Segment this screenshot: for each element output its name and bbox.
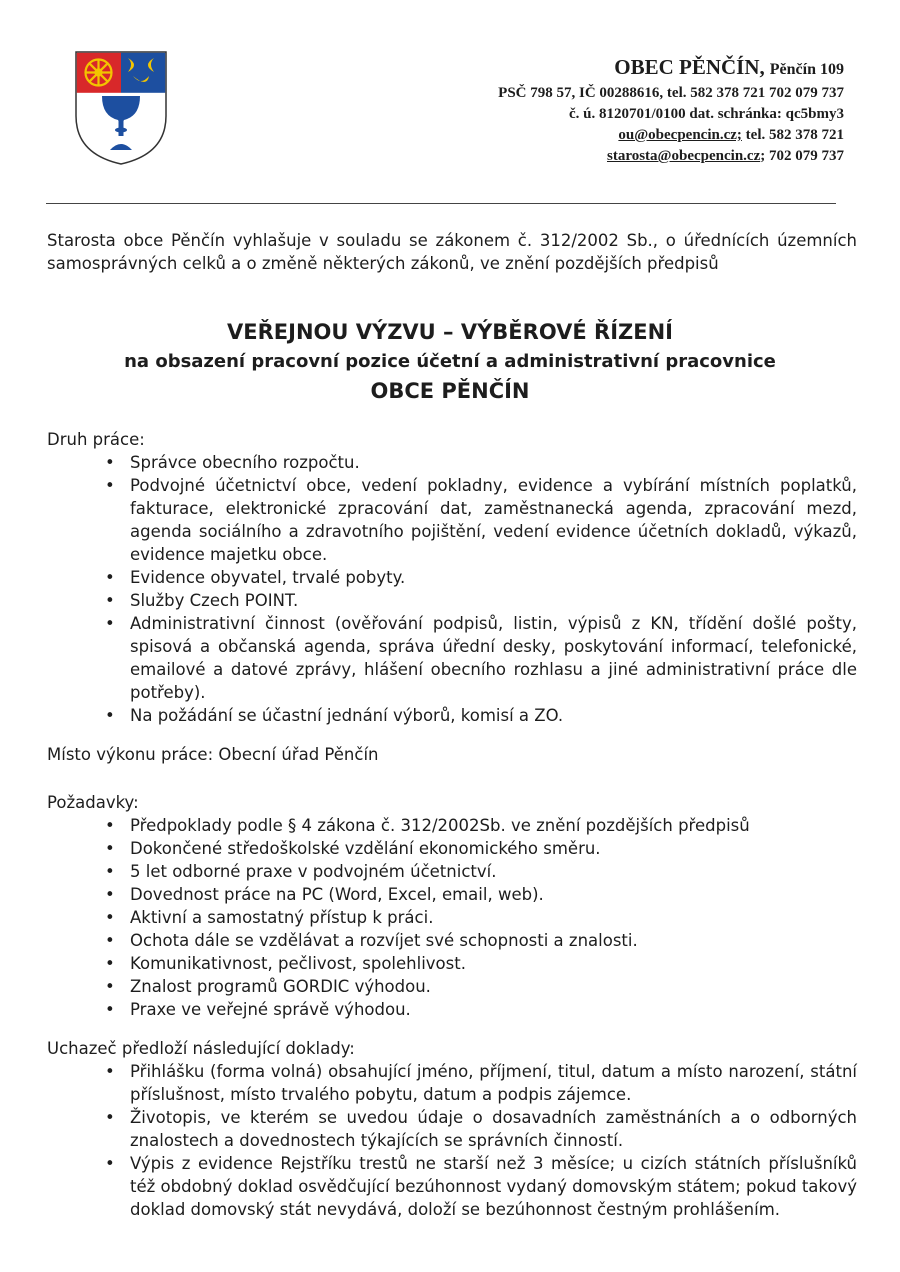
announcement-subtitle: na obsazení pracovní pozice účetní a administrativní pracovnice (124, 351, 776, 372)
workplace-line: Místo výkonu práce: Obecní úřad Pěnčín (47, 745, 379, 764)
municipality-name: OBEC PĚNČÍN, (614, 55, 765, 79)
work-type-heading: Druh práce: (47, 430, 145, 449)
list-item: • Přihlášku (forma volná) obsahující jméno, příjmení, titul, datum a místo narození, státní příslušnost, místo trvalého pobytu, datum a podpis zájemce. (105, 1062, 857, 1104)
bullet-icon: • (105, 885, 115, 904)
requirements-list (47, 814, 857, 1021)
bullet-icon: • (105, 931, 115, 950)
list-item: • 5 let odborné praxe v podvojném účetnictví. (105, 862, 497, 881)
list-item: • Správce obecního rozpočtu. (105, 453, 360, 472)
list-item: • Dokončené středoškolské vzdělání ekonomického směru. (105, 839, 601, 858)
bullet-icon: • (105, 453, 115, 472)
announcement-organization: OBCE PĚNČÍN (370, 379, 530, 403)
list-item: • Ochota dále se vzdělávat a rozvíjet své schopnosti a znalosti. (105, 931, 638, 950)
bullet-icon: • (105, 1154, 115, 1173)
postal-id-phone-line: PSČ 798 57, IČ 00288616, tel. 582 378 721 702 079 737 (498, 85, 844, 101)
bullet-icon: • (105, 862, 115, 881)
list-item: • Evidence obyvatel, trvalé pobyty. (105, 568, 406, 587)
requirements-heading: Požadavky: (47, 793, 139, 812)
requirements-section (47, 791, 857, 1021)
bullet-icon: • (105, 1062, 115, 1081)
municipality-address: Pěnčín 109 (769, 61, 844, 78)
bullet-icon: • (105, 591, 115, 610)
bullet-icon: • (105, 476, 115, 495)
list-item: • Životopis, ve kterém se uvedou údaje o dosavadních zaměstnáních a o odborných znalostech a dovednostech týkajících se správních činností. (105, 1108, 857, 1150)
work-type-list (47, 451, 857, 727)
work-type-section (47, 428, 857, 727)
list-item: • Znalost programů GORDIC výhodou. (105, 977, 431, 996)
list-item: • Praxe ve veřejné správě výhodou. (105, 1000, 411, 1019)
list-item: • Služby Czech POINT. (105, 591, 299, 610)
list-item: • Podvojné účetnictví obce, vedení pokladny, evidence a vybírání místních poplatků, fakturace, elektronické zpracování dat, zaměstnanecká agenda, zpracování mezd, agenda sociálního a zdravotního pojištění, vedení evidence účetních dokladů, výkazů, evidence majetku obce. (105, 476, 857, 564)
bullet-icon: • (105, 839, 115, 858)
announcement-title: VEŘEJNOU VÝZVU – VÝBĚROVÉ ŘÍZENÍ (227, 320, 673, 344)
bullet-icon: • (105, 1108, 115, 1127)
bullet-icon: • (105, 816, 115, 835)
documents-heading: Uchazeč předloží následující doklady: (47, 1039, 355, 1058)
intro-paragraph: Starosta obce Pěnčín vyhlašuje v souladu se zákonem č. 312/2002 Sb., o úřednících územních samosprávných celků a o změně některých zákonů, ve znění pozdějších předpisů (47, 231, 857, 273)
letterhead (498, 54, 844, 167)
office-phone: tel. 582 378 721 (741, 127, 844, 143)
bullet-icon: • (105, 954, 115, 973)
list-item: • Administrativní činnost (ověřování podpisů, listin, výpisů z KN, třídění došlé pošty, spisová a občanská agenda, správa úřední desky, poskytování informací, telefonické, emailové a datové zprávy, hlášení obecního rozhlasu a jiné administrativní práce dle potřeby). (105, 614, 857, 702)
bullet-icon: • (105, 908, 115, 927)
bank-databox-line: č. ú. 8120701/0100 dat. schránka: qc5bmy3 (568, 106, 844, 122)
office-contact-line (498, 125, 844, 146)
list-item: • Na požádání se účastní jednání výborů, komisí a ZO. (105, 706, 564, 725)
list-item: • Výpis z evidence Rejstříku trestů ne starší než 3 měsíce; u cizích státních příslušníků též obdobný doklad osvědčující bezúhonnost vydaný domovským státem; pokud takový doklad domovský stát nevydává, doloží se bezúhonnost čestným prohlášením. (105, 1154, 857, 1219)
list-item: • Aktivní a samostatný přístup k práci. (105, 908, 434, 927)
list-item: • Předpoklady podle § 4 zákona č. 312/2002Sb. ve znění pozdějších předpisů (105, 816, 750, 835)
mayor-phone: ; 702 079 737 (760, 148, 844, 164)
mayor-contact-line (498, 146, 844, 167)
header-divider (46, 203, 836, 204)
bullet-icon: • (105, 614, 115, 633)
office-email-link[interactable]: ou@obecpencin.cz; (618, 127, 742, 143)
bullet-icon: • (105, 568, 115, 587)
bullet-icon: • (105, 706, 115, 725)
list-item: • Komunikativnost, pečlivost, spolehlivost. (105, 954, 466, 973)
documents-section (47, 1037, 857, 1221)
list-item: • Dovednost práce na PC (Word, Excel, email, web). (105, 885, 544, 904)
documents-list (47, 1060, 857, 1221)
bullet-icon: • (105, 1000, 115, 1019)
bullet-icon: • (105, 977, 115, 996)
municipal-coat-of-arms (74, 50, 168, 166)
mayor-email-link[interactable]: starosta@obecpencin.cz (607, 148, 761, 164)
